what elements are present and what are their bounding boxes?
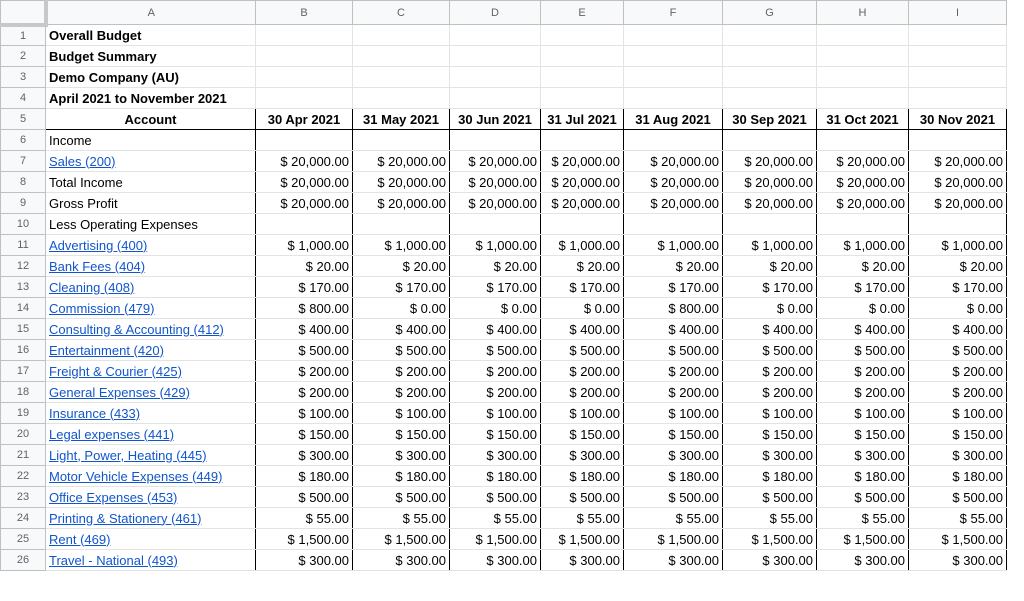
value-cell[interactable]: [723, 130, 817, 151]
value-cell[interactable]: [624, 214, 723, 235]
value-cell[interactable]: $ 300.00: [353, 445, 450, 466]
value-cell[interactable]: $ 180.00: [624, 466, 723, 487]
sheet-row-3: [1, 67, 1007, 88]
value-cell[interactable]: $ 20,000.00: [353, 193, 450, 214]
value-cell[interactable]: $ 170.00: [909, 277, 1007, 298]
row-header[interactable]: 2: [1, 46, 46, 67]
value-cell[interactable]: [909, 214, 1007, 235]
value-cell[interactable]: $ 200.00: [909, 382, 1007, 403]
value-cell[interactable]: $ 150.00: [817, 424, 909, 445]
value-cell[interactable]: $ 100.00: [450, 403, 541, 424]
value-cell[interactable]: $ 55.00: [624, 508, 723, 529]
value-cell[interactable]: $ 500.00: [909, 340, 1007, 361]
value-cell[interactable]: $ 180.00: [723, 466, 817, 487]
value-cell[interactable]: $ 1,500.00: [817, 529, 909, 550]
row-header[interactable]: 16: [1, 340, 46, 361]
value-cell[interactable]: [817, 130, 909, 151]
row-header[interactable]: 19: [1, 403, 46, 424]
value-cell[interactable]: $ 150.00: [723, 424, 817, 445]
account-label[interactable]: Less Operating Expenses: [46, 214, 256, 235]
value-cell[interactable]: $ 150.00: [450, 424, 541, 445]
value-cell[interactable]: $ 500.00: [450, 487, 541, 508]
value-cell[interactable]: $ 170.00: [450, 277, 541, 298]
value-cell[interactable]: $ 170.00: [624, 277, 723, 298]
table-row: [1, 403, 1007, 424]
value-cell[interactable]: $ 100.00: [624, 403, 723, 424]
value-cell[interactable]: $ 300.00: [353, 550, 450, 571]
column-header-b[interactable]: B: [256, 1, 353, 25]
value-cell[interactable]: [723, 214, 817, 235]
value-cell[interactable]: $ 300.00: [450, 550, 541, 571]
account-link[interactable]: Bank Fees (404): [46, 256, 256, 277]
value-cell[interactable]: $ 170.00: [541, 277, 624, 298]
sheet-row-4: [1, 88, 1007, 109]
report-title[interactable]: Overall Budget: [46, 25, 256, 46]
column-header-a[interactable]: A: [46, 1, 256, 25]
table-row: [1, 172, 1007, 193]
value-cell[interactable]: [353, 214, 450, 235]
value-cell[interactable]: $ 20,000.00: [723, 151, 817, 172]
table-row: [1, 529, 1007, 550]
value-cell[interactable]: $ 150.00: [909, 424, 1007, 445]
value-cell[interactable]: $ 1,000.00: [817, 235, 909, 256]
value-cell[interactable]: $ 170.00: [723, 277, 817, 298]
value-cell[interactable]: $ 1,000.00: [353, 235, 450, 256]
value-cell[interactable]: [541, 214, 624, 235]
value-cell[interactable]: $ 500.00: [353, 340, 450, 361]
account-link[interactable]: Commission (479): [46, 298, 256, 319]
select-all-corner[interactable]: [1, 1, 46, 25]
account-label[interactable]: Total Income: [46, 172, 256, 193]
value-cell[interactable]: $ 20,000.00: [541, 172, 624, 193]
date-range[interactable]: April 2021 to November 2021: [46, 88, 256, 109]
month-header[interactable]: 31 Jul 2021: [541, 109, 624, 130]
value-cell[interactable]: $ 20,000.00: [256, 151, 353, 172]
value-cell[interactable]: $ 300.00: [256, 445, 353, 466]
value-cell[interactable]: $ 55.00: [909, 508, 1007, 529]
column-header-d[interactable]: D: [450, 1, 541, 25]
value-cell[interactable]: $ 200.00: [817, 382, 909, 403]
account-link[interactable]: Cleaning (408): [46, 277, 256, 298]
table-row: [1, 298, 1007, 319]
value-cell[interactable]: $ 20,000.00: [817, 193, 909, 214]
column-header-e[interactable]: E: [541, 1, 624, 25]
value-cell[interactable]: $ 300.00: [723, 445, 817, 466]
table-row: [1, 424, 1007, 445]
table-row: [1, 508, 1007, 529]
value-cell[interactable]: $ 180.00: [909, 466, 1007, 487]
row-header[interactable]: 15: [1, 319, 46, 340]
value-cell[interactable]: [353, 130, 450, 151]
value-cell[interactable]: $ 20.00: [256, 256, 353, 277]
month-header[interactable]: 30 Apr 2021: [256, 109, 353, 130]
value-cell[interactable]: $ 1,500.00: [541, 529, 624, 550]
value-cell[interactable]: $ 180.00: [541, 466, 624, 487]
value-cell[interactable]: $ 20,000.00: [541, 151, 624, 172]
value-cell[interactable]: $ 55.00: [723, 508, 817, 529]
table-row: [1, 466, 1007, 487]
value-cell[interactable]: [541, 130, 624, 151]
value-cell[interactable]: $ 100.00: [909, 403, 1007, 424]
account-link[interactable]: Printing & Stationery (461): [46, 508, 256, 529]
row-header[interactable]: 13: [1, 277, 46, 298]
sheet-row-1: [1, 25, 1007, 46]
value-cell[interactable]: $ 200.00: [541, 361, 624, 382]
value-cell[interactable]: $ 400.00: [909, 319, 1007, 340]
value-cell[interactable]: $ 500.00: [256, 340, 353, 361]
value-cell[interactable]: $ 20.00: [817, 256, 909, 277]
value-cell[interactable]: [256, 214, 353, 235]
value-cell[interactable]: $ 20,000.00: [624, 151, 723, 172]
value-cell[interactable]: $ 20,000.00: [353, 151, 450, 172]
value-cell[interactable]: [256, 130, 353, 151]
value-cell[interactable]: $ 300.00: [256, 550, 353, 571]
value-cell[interactable]: $ 300.00: [624, 550, 723, 571]
value-cell[interactable]: $ 55.00: [541, 508, 624, 529]
value-cell[interactable]: $ 20.00: [723, 256, 817, 277]
row-header[interactable]: 25: [1, 529, 46, 550]
table-row: [1, 277, 1007, 298]
value-cell[interactable]: $ 500.00: [256, 487, 353, 508]
value-cell[interactable]: $ 0.00: [909, 298, 1007, 319]
value-cell[interactable]: $ 300.00: [624, 445, 723, 466]
value-cell[interactable]: $ 400.00: [541, 319, 624, 340]
value-cell[interactable]: $ 200.00: [909, 361, 1007, 382]
value-cell[interactable]: $ 0.00: [723, 298, 817, 319]
month-header[interactable]: 30 Jun 2021: [450, 109, 541, 130]
row-header[interactable]: 8: [1, 172, 46, 193]
value-cell[interactable]: $ 20,000.00: [723, 172, 817, 193]
value-cell[interactable]: $ 20,000.00: [723, 193, 817, 214]
value-cell[interactable]: $ 200.00: [624, 382, 723, 403]
account-link[interactable]: Consulting & Accounting (412): [46, 319, 256, 340]
month-header[interactable]: 31 May 2021: [353, 109, 450, 130]
month-header[interactable]: 31 Oct 2021: [817, 109, 909, 130]
value-cell[interactable]: $ 300.00: [817, 445, 909, 466]
value-cell[interactable]: $ 20,000.00: [624, 172, 723, 193]
value-cell[interactable]: $ 200.00: [624, 361, 723, 382]
value-cell[interactable]: $ 180.00: [817, 466, 909, 487]
account-link[interactable]: Insurance (433): [46, 403, 256, 424]
account-link[interactable]: Advertising (400): [46, 235, 256, 256]
value-cell[interactable]: $ 200.00: [256, 361, 353, 382]
value-cell[interactable]: [624, 130, 723, 151]
row-header[interactable]: 26: [1, 550, 46, 571]
value-cell[interactable]: $ 170.00: [817, 277, 909, 298]
value-cell[interactable]: $ 500.00: [817, 487, 909, 508]
value-cell[interactable]: $ 500.00: [723, 340, 817, 361]
column-header-i[interactable]: I: [909, 1, 1007, 25]
report-subtitle[interactable]: Budget Summary: [46, 46, 256, 67]
row-header[interactable]: 17: [1, 361, 46, 382]
value-cell[interactable]: $ 0.00: [817, 298, 909, 319]
value-cell[interactable]: $ 500.00: [817, 340, 909, 361]
value-cell[interactable]: $ 1,500.00: [624, 529, 723, 550]
table-row: [1, 382, 1007, 403]
month-header[interactable]: 30 Sep 2021: [723, 109, 817, 130]
row-header[interactable]: 22: [1, 466, 46, 487]
value-cell[interactable]: $ 200.00: [256, 382, 353, 403]
company-name[interactable]: Demo Company (AU): [46, 67, 256, 88]
value-cell[interactable]: [909, 130, 1007, 151]
value-cell[interactable]: $ 300.00: [450, 445, 541, 466]
column-header-c[interactable]: C: [353, 1, 450, 25]
value-cell[interactable]: $ 800.00: [624, 298, 723, 319]
sheet-row-5: [1, 109, 1007, 130]
value-cell[interactable]: $ 20,000.00: [909, 151, 1007, 172]
value-cell[interactable]: $ 180.00: [450, 466, 541, 487]
table-row: [1, 235, 1007, 256]
row-header[interactable]: 20: [1, 424, 46, 445]
value-cell[interactable]: $ 180.00: [353, 466, 450, 487]
value-cell[interactable]: $ 300.00: [541, 445, 624, 466]
value-cell[interactable]: $ 300.00: [909, 445, 1007, 466]
value-cell[interactable]: $ 1,000.00: [450, 235, 541, 256]
value-cell[interactable]: $ 0.00: [541, 298, 624, 319]
row-header[interactable]: 23: [1, 487, 46, 508]
value-cell[interactable]: $ 500.00: [541, 487, 624, 508]
value-cell[interactable]: $ 0.00: [450, 298, 541, 319]
value-cell[interactable]: $ 150.00: [541, 424, 624, 445]
account-link[interactable]: Travel - National (493): [46, 550, 256, 571]
value-cell[interactable]: $ 55.00: [353, 508, 450, 529]
value-cell[interactable]: $ 400.00: [817, 319, 909, 340]
value-cell[interactable]: [450, 130, 541, 151]
account-link[interactable]: Legal expenses (441): [46, 424, 256, 445]
value-cell[interactable]: $ 20,000.00: [353, 172, 450, 193]
row-header[interactable]: 21: [1, 445, 46, 466]
value-cell[interactable]: $ 150.00: [256, 424, 353, 445]
row-header[interactable]: 10: [1, 214, 46, 235]
value-cell[interactable]: $ 1,000.00: [624, 235, 723, 256]
month-header[interactable]: 31 Aug 2021: [624, 109, 723, 130]
value-cell[interactable]: $ 300.00: [723, 550, 817, 571]
value-cell[interactable]: $ 500.00: [450, 340, 541, 361]
value-cell[interactable]: $ 55.00: [256, 508, 353, 529]
table-row: [1, 130, 1007, 151]
value-cell[interactable]: $ 100.00: [541, 403, 624, 424]
value-cell[interactable]: $ 20,000.00: [256, 193, 353, 214]
sheet-row-2: [1, 46, 1007, 67]
value-cell[interactable]: $ 500.00: [541, 340, 624, 361]
value-cell[interactable]: [817, 214, 909, 235]
table-row: [1, 340, 1007, 361]
column-header-g[interactable]: G: [723, 1, 817, 25]
value-cell[interactable]: $ 0.00: [353, 298, 450, 319]
table-row: [1, 445, 1007, 466]
account-link[interactable]: Office Expenses (453): [46, 487, 256, 508]
value-cell[interactable]: $ 1,500.00: [909, 529, 1007, 550]
value-cell[interactable]: $ 400.00: [353, 319, 450, 340]
account-label[interactable]: Income: [46, 130, 256, 151]
value-cell[interactable]: $ 200.00: [353, 382, 450, 403]
account-link[interactable]: Rent (469): [46, 529, 256, 550]
column-header-row: [1, 1, 1007, 25]
value-cell[interactable]: $ 800.00: [256, 298, 353, 319]
account-link[interactable]: Entertainment (420): [46, 340, 256, 361]
value-cell[interactable]: $ 55.00: [817, 508, 909, 529]
value-cell[interactable]: $ 200.00: [541, 382, 624, 403]
table-row: [1, 193, 1007, 214]
value-cell[interactable]: $ 200.00: [353, 361, 450, 382]
value-cell[interactable]: $ 400.00: [256, 319, 353, 340]
value-cell[interactable]: $ 20,000.00: [541, 193, 624, 214]
account-header[interactable]: Account: [46, 109, 256, 130]
value-cell[interactable]: $ 55.00: [450, 508, 541, 529]
value-cell[interactable]: $ 20.00: [450, 256, 541, 277]
row-header[interactable]: 1: [1, 25, 46, 46]
sheet-body: [1, 25, 1007, 571]
value-cell[interactable]: $ 20,000.00: [450, 172, 541, 193]
value-cell[interactable]: $ 20,000.00: [256, 172, 353, 193]
value-cell[interactable]: $ 200.00: [723, 382, 817, 403]
value-cell[interactable]: $ 300.00: [541, 550, 624, 571]
value-cell[interactable]: $ 1,000.00: [723, 235, 817, 256]
value-cell[interactable]: $ 20,000.00: [624, 193, 723, 214]
value-cell[interactable]: $ 300.00: [909, 550, 1007, 571]
value-cell[interactable]: $ 500.00: [624, 340, 723, 361]
row-header[interactable]: 3: [1, 67, 46, 88]
table-row: [1, 151, 1007, 172]
value-cell[interactable]: $ 100.00: [723, 403, 817, 424]
value-cell[interactable]: $ 20,000.00: [909, 172, 1007, 193]
value-cell[interactable]: $ 1,000.00: [256, 235, 353, 256]
value-cell[interactable]: $ 150.00: [624, 424, 723, 445]
account-label[interactable]: Gross Profit: [46, 193, 256, 214]
value-cell[interactable]: $ 20,000.00: [450, 193, 541, 214]
value-cell[interactable]: $ 500.00: [624, 487, 723, 508]
table-row: [1, 214, 1007, 235]
value-cell[interactable]: $ 20.00: [909, 256, 1007, 277]
value-cell[interactable]: $ 1,500.00: [256, 529, 353, 550]
value-cell[interactable]: $ 20,000.00: [909, 193, 1007, 214]
column-header-h[interactable]: H: [817, 1, 909, 25]
value-cell[interactable]: $ 1,500.00: [353, 529, 450, 550]
account-link[interactable]: General Expenses (429): [46, 382, 256, 403]
value-cell[interactable]: $ 1,000.00: [541, 235, 624, 256]
value-cell[interactable]: $ 20.00: [353, 256, 450, 277]
value-cell[interactable]: $ 200.00: [723, 361, 817, 382]
value-cell[interactable]: $ 180.00: [256, 466, 353, 487]
value-cell[interactable]: $ 200.00: [450, 382, 541, 403]
value-cell[interactable]: $ 400.00: [624, 319, 723, 340]
row-header[interactable]: 24: [1, 508, 46, 529]
row-header[interactable]: 12: [1, 256, 46, 277]
value-cell[interactable]: $ 200.00: [450, 361, 541, 382]
row-header[interactable]: 11: [1, 235, 46, 256]
value-cell[interactable]: $ 20.00: [541, 256, 624, 277]
account-link[interactable]: Light, Power, Heating (445): [46, 445, 256, 466]
value-cell[interactable]: $ 500.00: [909, 487, 1007, 508]
value-cell[interactable]: $ 400.00: [450, 319, 541, 340]
row-header[interactable]: 5: [1, 109, 46, 130]
value-cell[interactable]: $ 150.00: [353, 424, 450, 445]
value-cell[interactable]: $ 300.00: [817, 550, 909, 571]
row-header[interactable]: 14: [1, 298, 46, 319]
row-header[interactable]: 4: [1, 88, 46, 109]
row-header[interactable]: 9: [1, 193, 46, 214]
table-row: [1, 319, 1007, 340]
value-cell[interactable]: [450, 214, 541, 235]
value-cell[interactable]: $ 500.00: [353, 487, 450, 508]
value-cell[interactable]: $ 20,000.00: [450, 151, 541, 172]
table-row: [1, 487, 1007, 508]
value-cell[interactable]: $ 20,000.00: [817, 151, 909, 172]
value-cell[interactable]: $ 20.00: [624, 256, 723, 277]
row-header[interactable]: 6: [1, 130, 46, 151]
value-cell[interactable]: $ 20,000.00: [817, 172, 909, 193]
value-cell[interactable]: $ 100.00: [817, 403, 909, 424]
table-row: [1, 361, 1007, 382]
row-header[interactable]: 18: [1, 382, 46, 403]
value-cell[interactable]: $ 200.00: [817, 361, 909, 382]
value-cell[interactable]: $ 1,500.00: [723, 529, 817, 550]
table-row: [1, 550, 1007, 571]
value-cell[interactable]: $ 500.00: [723, 487, 817, 508]
value-cell[interactable]: $ 170.00: [353, 277, 450, 298]
table-row: [1, 256, 1007, 277]
column-header-f[interactable]: F: [624, 1, 723, 25]
value-cell[interactable]: $ 1,000.00: [909, 235, 1007, 256]
account-link[interactable]: Freight & Courier (425): [46, 361, 256, 382]
month-header[interactable]: 30 Nov 2021: [909, 109, 1007, 130]
account-link[interactable]: Motor Vehicle Expenses (449): [46, 466, 256, 487]
value-cell[interactable]: $ 1,500.00: [450, 529, 541, 550]
value-cell[interactable]: $ 100.00: [353, 403, 450, 424]
value-cell[interactable]: $ 170.00: [256, 277, 353, 298]
account-link[interactable]: Sales (200): [46, 151, 256, 172]
row-header[interactable]: 7: [1, 151, 46, 172]
value-cell[interactable]: $ 100.00: [256, 403, 353, 424]
value-cell[interactable]: $ 400.00: [723, 319, 817, 340]
